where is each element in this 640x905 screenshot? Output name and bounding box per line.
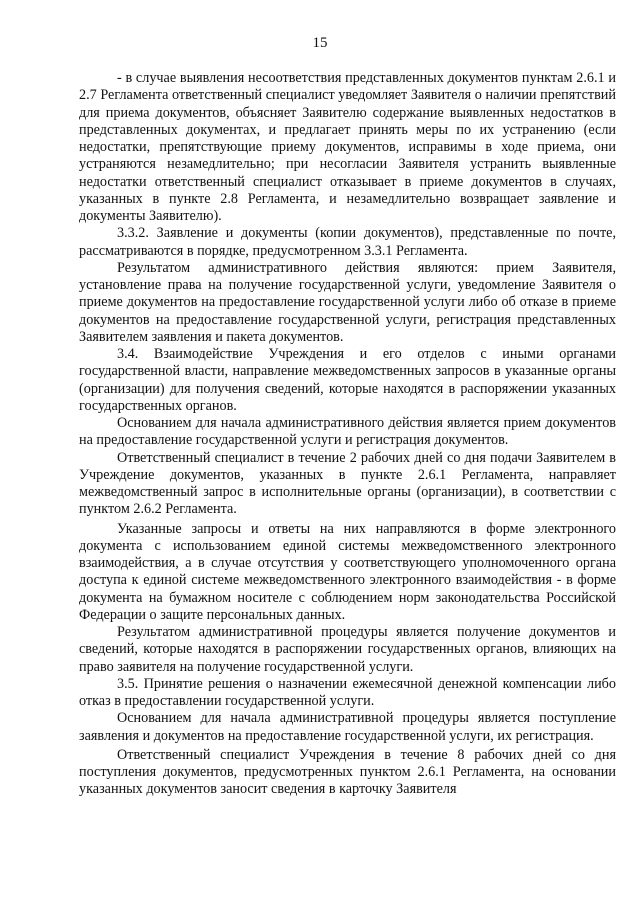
paragraph-3-5-decision: 3.5. Принятие решения о назначении ежемесячной денежной компенсации либо отказ в предоставлении государственной услуги. bbox=[79, 675, 616, 709]
paragraph-basis-for-procedure: Основанием для начала административной процедуры является поступление заявления и документов на предоставление государственной услуги, их регистрация. bbox=[79, 710, 616, 744]
paragraph-3-4-interagency-interaction: 3.4. Взаимодействие Учреждения и его отделов с иными органами государственной власти, направление межведомственных запросов в указанные органы (организации) для получения сведений, которые находятся в распоряжении указанных государственных органов. bbox=[79, 346, 616, 414]
paragraph-specialist-processing: Ответственный специалист Учреждения в течение 8 рабочих дней со дня поступления документов, предусмотренных пунктом 2.6.1 Регламента, на основании указанных документов заносит сведения в карточку Заявителя bbox=[79, 746, 616, 798]
paragraph-basis-for-action: Основанием для начала административного действия является прием документов на предоставление государственной услуги и регистрация документов. bbox=[79, 415, 616, 449]
document-body bbox=[79, 70, 616, 799]
paragraph-result-of-admin-action: Результатом административного действия являются: прием Заявителя, установление права на получение государственной услуги, уведомление Заявителя о приеме документов на предоставление государственной услуги либо об отказе в приеме документов на предоставление государственной услуги, регистрация представленных Заявителем заявления и пакета документов. bbox=[79, 259, 616, 345]
paragraph-notification-of-deficiencies: - в случае выявления несоответствия представленных документов пунктам 2.6.1 и 2.7 Регламента ответственный специалист уведомляет Заявителя о наличии препятствий для приема документов, объясняет Заявителю содержание выявленных недостатков в представленных документах, и предлагает принять меры по их устранению (если недостатки, препятствующие приему документов, исправимы в ходе приема, они устраняются незамедлительно; при несогласии Заявителя устранить выявленные недостатки ответственный специалист отказывает в приеме документов в случаях, указанных в пункте 2.8 Регламента, и незамедлительно возвращает заявление и документы Заявителю). bbox=[79, 70, 616, 224]
paragraph-3-3-2-postal-submission: 3.3.2. Заявление и документы (копии документов), представленные по почте, рассматриваются в порядке, предусмотренном 3.3.1 Регламента. bbox=[79, 225, 616, 259]
paragraph-interagency-request: Ответственный специалист в течение 2 рабочих дней со дня подачи Заявителем в Учреждение документов, указанных в пункте 2.6.1 Регламента, направляет межведомственный запрос в исполнительные органы (организации), в соответствии с пунктом 2.6.2 Регламента. bbox=[79, 449, 616, 518]
paragraph-result-of-procedure: Результатом административной процедуры является получение документов и сведений, которые находятся в распоряжении государственных органов, влияющих на право заявителя на получение государственной услуги. bbox=[79, 624, 616, 675]
paragraph-request-format: Указанные запросы и ответы на них направляются в форме электронного документа с использованием единой системы межведомственного электронного взаимодействия, а в случае отсутствия у соответствующего уполномоченного органа доступа к единой системе межведомственного электронного взаимодействия - в форме документа на бумажном носителе с соблюдением норм законодательства Российской Федерации о защите персональных данных. bbox=[79, 520, 616, 623]
page-number: 15 bbox=[312, 35, 328, 51]
